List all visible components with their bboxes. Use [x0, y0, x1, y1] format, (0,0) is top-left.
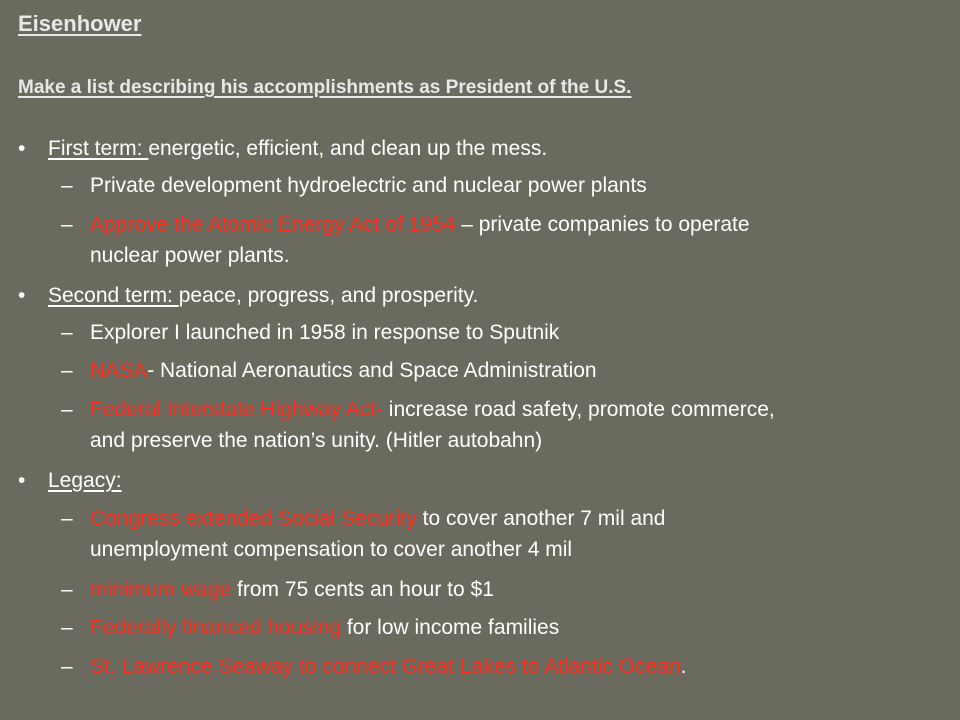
social-security-highlight: Congress extended Social Security	[90, 507, 417, 530]
nasa-highlight: NASA	[90, 359, 148, 382]
minimum-wage-rest: from 75 cents an hour to $1	[231, 578, 494, 601]
dash-marker: –	[61, 655, 73, 678]
sub-item-atomic-energy-act	[90, 209, 750, 240]
dash-marker: –	[61, 398, 73, 421]
highway-act-rest: increase road safety, promote commerce,	[382, 398, 775, 421]
sub-item-explorer: Explorer I launched in 1958 in response to Sputnik	[90, 321, 560, 344]
bullet-legacy	[48, 465, 122, 496]
first-term-text: energetic, efficient, and clean up the mess.	[148, 137, 548, 160]
dash-marker: –	[61, 359, 73, 382]
second-term-text: peace, progress, and prosperity.	[178, 284, 479, 307]
bullet-second-term	[48, 280, 478, 311]
atomic-energy-act-highlight: Approve the Atomic Energy Act of 1954	[90, 213, 456, 236]
bullet-marker: •	[18, 137, 26, 160]
dash-marker: –	[61, 507, 73, 530]
legacy-label: Legacy:	[48, 469, 122, 492]
housing-rest: for low income families	[341, 616, 560, 639]
slide-title: Eisenhower	[18, 11, 142, 36]
bullet-marker: •	[18, 284, 26, 307]
first-term-label: First term:	[48, 137, 149, 160]
second-term-label: Second term:	[48, 284, 179, 307]
bullet-marker: •	[18, 469, 26, 492]
dash-marker: –	[61, 213, 73, 236]
sub-item-minimum-wage	[90, 574, 494, 605]
sub-item-housing	[90, 612, 559, 643]
sub-item-nasa	[90, 355, 597, 386]
slide-subtitle: Make a list describing his accomplishments as President of the U.S.	[18, 77, 632, 98]
sub-item-social-security	[90, 503, 665, 534]
dash-marker: –	[61, 616, 73, 639]
atomic-energy-act-rest: – private companies to operate	[455, 213, 750, 236]
nasa-rest: - National Aeronautics and Space Administration	[147, 359, 597, 382]
seaway-highlight: St. Lawrence Seaway to connect Great Lakes to Atlantic Ocean	[90, 655, 681, 678]
sub-item-social-security-cont: unemployment compensation to cover another 4 mil	[90, 538, 573, 561]
dash-marker: –	[61, 578, 73, 601]
sub-item-seaway	[90, 651, 687, 682]
sub-item-hydroelectric: Private development hydroelectric and nuclear power plants	[90, 174, 647, 197]
minimum-wage-highlight: minimum wage	[90, 578, 232, 601]
sub-item-highway-act-cont: and preserve the nation’s unity. (Hitler autobahn)	[90, 429, 543, 452]
bullet-first-term	[48, 133, 547, 164]
seaway-rest: .	[680, 655, 687, 678]
dash-marker: –	[61, 174, 73, 197]
sub-item-highway-act	[90, 394, 775, 425]
highway-act-highlight: Federal Interstate Highway Act-	[90, 398, 383, 421]
sub-item-atomic-energy-act-cont: nuclear power plants.	[90, 244, 290, 267]
dash-marker: –	[61, 321, 73, 344]
social-security-rest: to cover another 7 mil and	[416, 507, 666, 530]
housing-highlight: Federally financed housing	[90, 616, 341, 639]
